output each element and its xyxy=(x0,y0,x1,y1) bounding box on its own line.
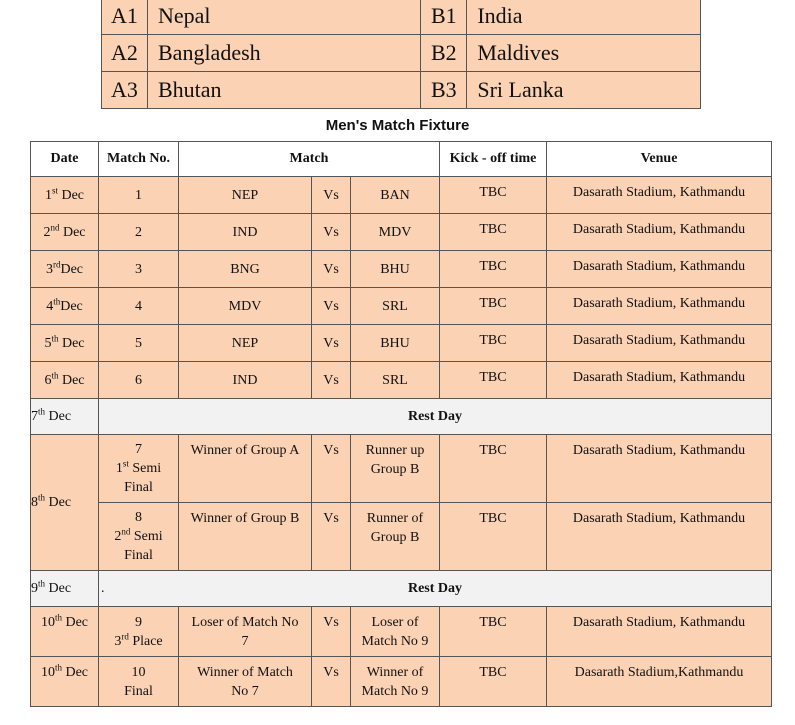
vs-label: Vs xyxy=(312,435,351,503)
home-team: Winner of Group A xyxy=(179,435,312,503)
venue: Dasarath Stadium, Kathmandu xyxy=(547,325,772,362)
venue: Dasarath Stadium, Kathmandu xyxy=(547,288,772,325)
match-number: 6 xyxy=(99,362,179,399)
home-team: Loser of Match No 7 xyxy=(179,607,312,657)
match-row xyxy=(31,214,772,251)
match-date: 1st Dec xyxy=(31,177,99,214)
semi-date: 8th Dec xyxy=(31,435,99,571)
match-number: 5 xyxy=(99,325,179,362)
rest-day-row xyxy=(31,399,772,435)
semi-final-row xyxy=(31,435,772,503)
group-code: A1 xyxy=(102,0,148,35)
match-number: 9 3rd Place xyxy=(99,607,179,657)
match-row xyxy=(31,288,772,325)
away-team: Loser of Match No 9 xyxy=(351,607,440,657)
vs-label: Vs xyxy=(312,657,351,707)
venue: Dasarath Stadium, Kathmandu xyxy=(547,177,772,214)
away-team: MDV xyxy=(351,214,440,251)
kickoff-time: TBC xyxy=(440,325,547,362)
vs-label: Vs xyxy=(312,214,351,251)
match-date: 3rdDec xyxy=(31,251,99,288)
home-team: IND xyxy=(179,214,312,251)
away-team: BHU xyxy=(351,325,440,362)
venue: Dasarath Stadium, Kathmandu xyxy=(547,362,772,399)
rest-date: 7th Dec xyxy=(31,399,99,435)
away-team: Runner up Group B xyxy=(351,435,440,503)
match-date: 2nd Dec xyxy=(31,214,99,251)
away-team: BAN xyxy=(351,177,440,214)
group-code: B3 xyxy=(421,72,467,109)
rest-day-label: Rest Day xyxy=(99,399,772,435)
header-kickoff: Kick - off time xyxy=(440,142,547,177)
group-team: Bhutan xyxy=(148,72,421,109)
match-number: 8 2nd Semi Final xyxy=(99,503,179,571)
venue: Dasarath Stadium, Kathmandu xyxy=(547,503,772,571)
fixture-header-row xyxy=(31,142,772,177)
kickoff-time: TBC xyxy=(440,503,547,571)
home-team: Winner of Group B xyxy=(179,503,312,571)
home-team: MDV xyxy=(179,288,312,325)
vs-label: Vs xyxy=(312,362,351,399)
final-row xyxy=(31,657,772,707)
group-team: Sri Lanka xyxy=(467,72,701,109)
match-row xyxy=(31,177,772,214)
kickoff-time: TBC xyxy=(440,362,547,399)
match-date: 6th Dec xyxy=(31,362,99,399)
away-team: Winner of Match No 9 xyxy=(351,657,440,707)
venue: Dasarath Stadium, Kathmandu xyxy=(547,607,772,657)
group-code: B1 xyxy=(421,0,467,35)
away-team: SRL xyxy=(351,288,440,325)
header-venue: Venue xyxy=(547,142,772,177)
kickoff-time: TBC xyxy=(440,657,547,707)
home-team: Winner of Match No 7 xyxy=(179,657,312,707)
group-team: India xyxy=(467,0,701,35)
home-team: NEP xyxy=(179,177,312,214)
group-row xyxy=(102,72,701,109)
group-row xyxy=(102,0,701,35)
group-code: B2 xyxy=(421,35,467,72)
group-code: A2 xyxy=(102,35,148,72)
match-date: 5th Dec xyxy=(31,325,99,362)
group-team: Maldives xyxy=(467,35,701,72)
venue: Dasarath Stadium,Kathmandu xyxy=(547,657,772,707)
match-number: 7 1st Semi Final xyxy=(99,435,179,503)
header-match: Match xyxy=(179,142,440,177)
match-number: 10 Final xyxy=(99,657,179,707)
rest-day-label: . Rest Day xyxy=(99,571,772,607)
match-number: 4 xyxy=(99,288,179,325)
group-code: A3 xyxy=(102,72,148,109)
match-number: 1 xyxy=(99,177,179,214)
kickoff-time: TBC xyxy=(440,251,547,288)
groups-table xyxy=(101,0,701,109)
match-row xyxy=(31,325,772,362)
match-number: 3 xyxy=(99,251,179,288)
vs-label: Vs xyxy=(312,503,351,571)
header-date: Date xyxy=(31,142,99,177)
vs-label: Vs xyxy=(312,251,351,288)
match-date: 4thDec xyxy=(31,288,99,325)
match-number: 2 xyxy=(99,214,179,251)
kickoff-time: TBC xyxy=(440,214,547,251)
away-team: SRL xyxy=(351,362,440,399)
kickoff-time: TBC xyxy=(440,177,547,214)
third-place-row xyxy=(31,607,772,657)
group-row xyxy=(102,35,701,72)
vs-label: Vs xyxy=(312,325,351,362)
semi-final-row xyxy=(31,503,772,571)
venue: Dasarath Stadium, Kathmandu xyxy=(547,251,772,288)
vs-label: Vs xyxy=(312,288,351,325)
match-date: 10th Dec xyxy=(31,657,99,707)
home-team: NEP xyxy=(179,325,312,362)
group-team: Bangladesh xyxy=(148,35,421,72)
kickoff-time: TBC xyxy=(440,288,547,325)
away-team: Runner of Group B xyxy=(351,503,440,571)
venue: Dasarath Stadium, Kathmandu xyxy=(547,435,772,503)
group-team: Nepal xyxy=(148,0,421,35)
kickoff-time: TBC xyxy=(440,607,547,657)
rest-date: 9th Dec xyxy=(31,571,99,607)
vs-label: Vs xyxy=(312,177,351,214)
match-row xyxy=(31,362,772,399)
fixture-title: Men's Match Fixture xyxy=(325,117,470,134)
fixture-table xyxy=(30,141,772,707)
away-team: BHU xyxy=(351,251,440,288)
match-date: 10th Dec xyxy=(31,607,99,657)
venue: Dasarath Stadium, Kathmandu xyxy=(547,214,772,251)
header-match-no: Match No. xyxy=(99,142,179,177)
vs-label: Vs xyxy=(312,607,351,657)
kickoff-time: TBC xyxy=(440,435,547,503)
home-team: IND xyxy=(179,362,312,399)
home-team: BNG xyxy=(179,251,312,288)
rest-day-row xyxy=(31,571,772,607)
match-row xyxy=(31,251,772,288)
